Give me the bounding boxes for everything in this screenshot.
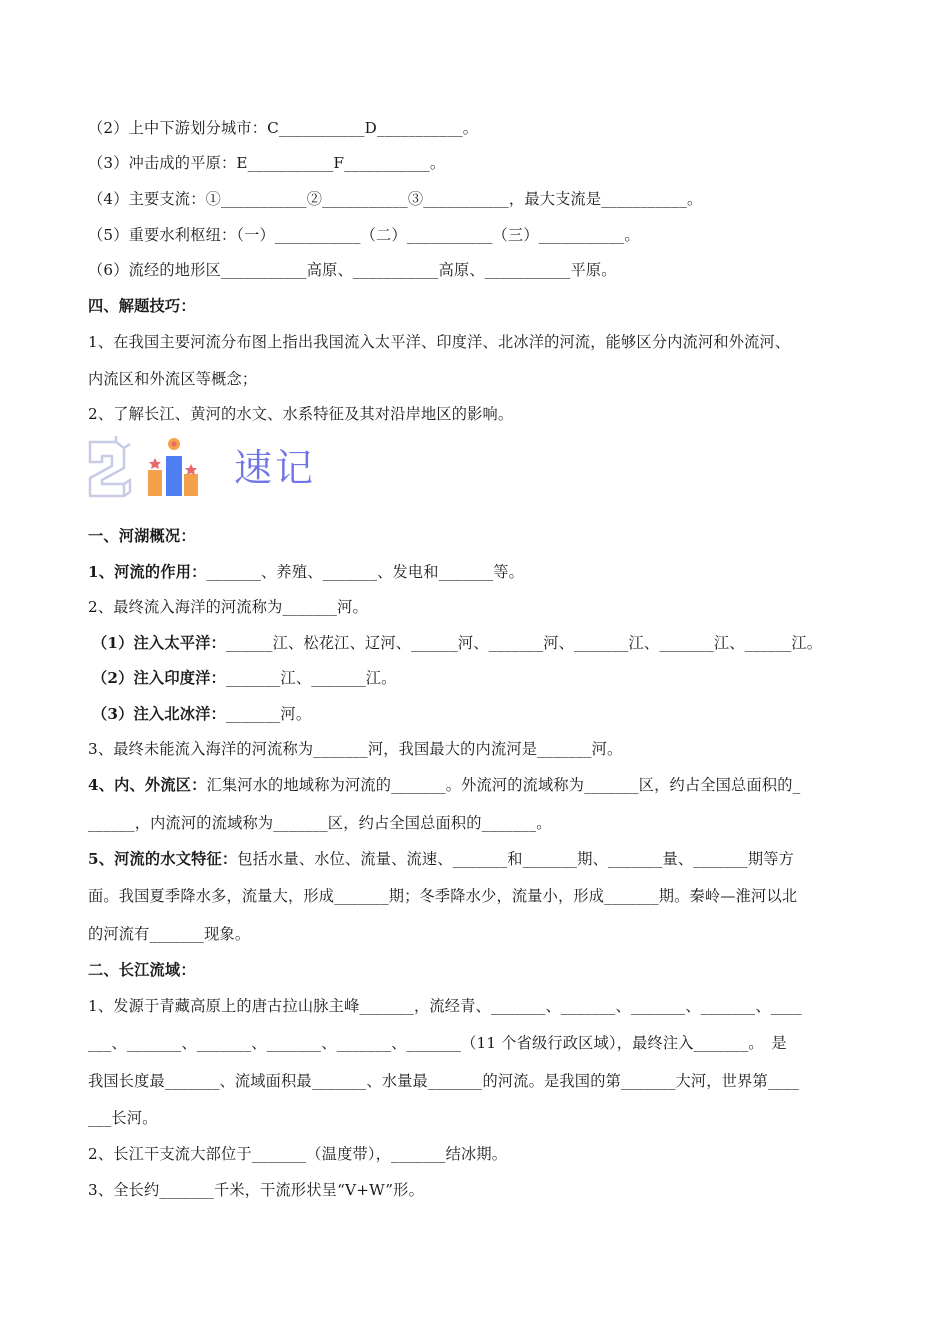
text-line: （5）重要水利枢纽：（一）___________（二）___________（三）___________。: [88, 226, 640, 244]
text-line: 2、了解长江、黄河的水文、水系特征及其对沿岸地区的影响。: [88, 405, 514, 423]
text-line: [92, 633, 872, 653]
text-line: 1、在我国主要河流分布图上指出我国流入太平洋、印度洋、北冰洋的河流，能够区分内流河和外流河、: [88, 333, 791, 351]
banner-graphic: [86, 434, 231, 502]
text-line: 面。我国夏季降水多，流量大，形成_______期；冬季降水少，流量小，形成_______期。秦岭—淮河以北: [88, 887, 798, 905]
text-line: [88, 562, 868, 582]
item-label: （2）注入印度洋：: [92, 669, 226, 687]
text-line: [92, 704, 872, 724]
text-line: [88, 849, 868, 869]
item-label: （3）注入北冰洋：: [92, 705, 226, 723]
item-label: 5、河流的水文特征：: [88, 850, 238, 868]
section-heading: 一、河湖概况：: [88, 527, 196, 545]
item-text: _______、养殖、_______、发电和_______等。: [206, 563, 525, 581]
item-text: 汇集河水的地域称为河流的_______。外流河的流域称为_______区，约占全国总面积的_: [206, 776, 801, 794]
text-line: ___长河。: [88, 1109, 158, 1127]
text-line: [92, 668, 872, 688]
text-line: （3）冲击成的平原：E___________F___________。: [88, 154, 446, 172]
text-line: 2、长江干支流大部位于_______（温度带），_______结冰期。: [88, 1145, 508, 1163]
text-line: （2）上中下游划分城市：C___________D___________。: [88, 119, 479, 137]
text-line: （4）主要支流：①___________②___________③___________，最大支流是___________。: [88, 190, 703, 208]
podium-icon: [148, 438, 198, 496]
text-line: ___、_______、_______、_______、_______、_______（11 个省级行政区域），最终注入_______。 是: [88, 1034, 787, 1052]
item-text: _______河。: [225, 705, 312, 723]
section-heading: 四、解题技巧：: [88, 297, 196, 315]
text-line: ______，内流河的流域称为_______区，约占全国总面积的_______。: [88, 814, 552, 832]
item-label: 1、河流的作用：: [88, 563, 207, 581]
text-line: 3、最终未能流入海洋的河流称为_______河，我国最大的内流河是_______河。: [88, 740, 623, 758]
text-line: 1、发源于青藏高原上的唐古拉山脉主峰_______，流经青、_______、_______、_______、_______、____: [88, 997, 802, 1015]
text-line: （6）流经的地形区___________高原、___________高原、___________平原。: [88, 261, 617, 279]
section-heading: 二、长江流域：: [88, 961, 196, 979]
text-line: 内流区和外流区等概念；: [88, 370, 258, 388]
text-line: 我国长度最_______、流域面积最_______、水量最_______的河流。是我国的第_______大河，世界第____: [88, 1072, 800, 1090]
section-banner: [86, 434, 326, 502]
text-line: 3、全长约_______千米，干流形状呈“V+W”形。: [88, 1181, 424, 1199]
banner-title: 速记: [234, 446, 317, 490]
item-text: ______江、松花江、辽河、______河、_______河、_______江、_______江、______江。: [225, 634, 823, 652]
text-line: 2、最终流入海洋的河流称为_______河。: [88, 598, 368, 616]
item-text: _______江、_______江。: [225, 669, 397, 687]
item-label: 4、内、外流区：: [88, 776, 207, 794]
text-line: 的河流有_______现象。: [88, 925, 251, 943]
text-line: [88, 775, 868, 795]
item-label: （1）注入太平洋：: [92, 634, 226, 652]
item-text: 包括水量、水位、流量、流速、_______和_______期、_______量、_______期等方: [237, 850, 795, 868]
number-two-icon: [90, 436, 130, 496]
